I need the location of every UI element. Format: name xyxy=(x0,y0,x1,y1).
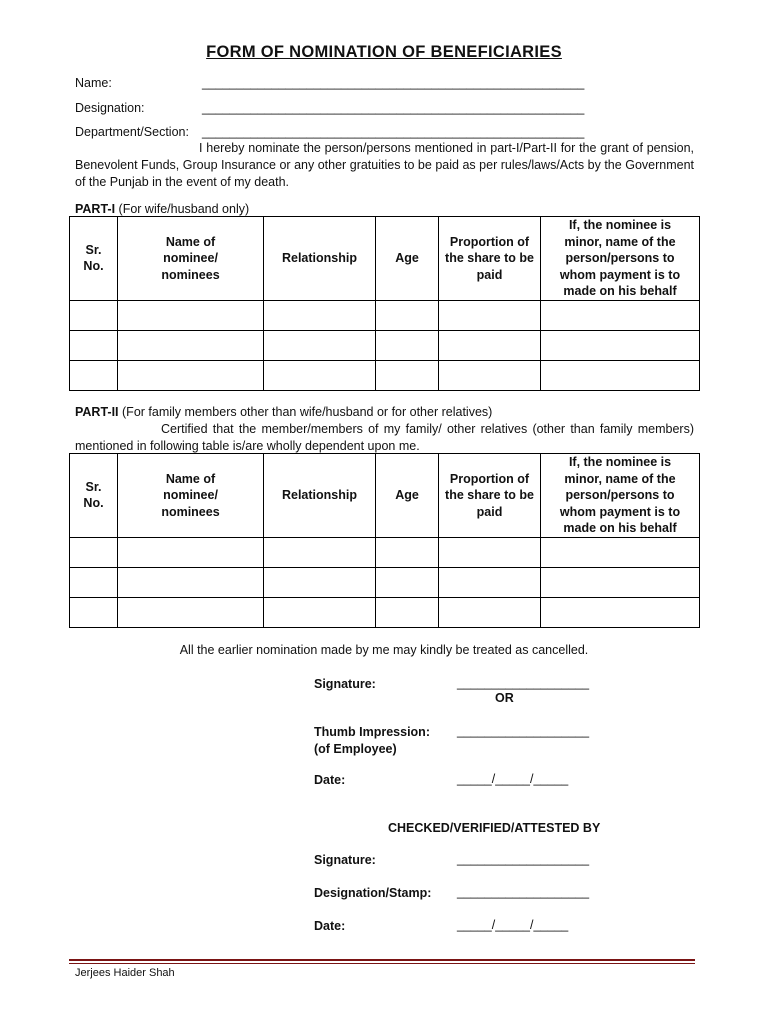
thumb-impression-line: ___________________ xyxy=(457,724,590,738)
department-blank: _______________________________________________________ xyxy=(202,125,585,139)
table-cell[interactable] xyxy=(70,360,118,390)
table-cell[interactable] xyxy=(439,537,541,567)
attest-signature-label: Signature: xyxy=(314,853,376,867)
table-cell[interactable] xyxy=(264,537,376,567)
table-cell[interactable] xyxy=(70,537,118,567)
table-cell[interactable] xyxy=(376,300,439,330)
table-cell[interactable] xyxy=(376,360,439,390)
declaration-text: I hereby nominate the person/persons mentioned in part-I/Part-II for the grant of pension, Benevolent Funds, Group Insurance or any other gratuities to be paid as per rules/laws/Acts by the Government of the Punjab in the event of my death. xyxy=(75,141,694,189)
part2-heading xyxy=(75,405,492,419)
header-proportion: Proportion of the share to be paid xyxy=(439,454,541,538)
table-cell[interactable] xyxy=(118,567,264,597)
header-age: Age xyxy=(376,454,439,538)
header-name: Name of nominee/ nominees xyxy=(118,454,264,538)
thumb-impression-label xyxy=(314,724,430,757)
header-relationship: Relationship xyxy=(264,454,376,538)
part2-label: PART-II xyxy=(75,405,119,419)
table-cell[interactable] xyxy=(439,330,541,360)
part2-note: (For family members other than wife/husband or for other relatives) xyxy=(122,405,493,419)
employee-date-label: Date: xyxy=(314,773,346,787)
table-cell[interactable] xyxy=(439,360,541,390)
table-cell[interactable] xyxy=(541,537,700,567)
department-field xyxy=(75,125,585,139)
employee-date-line: _____/_____/_____ xyxy=(457,772,569,786)
or-separator: OR xyxy=(495,691,514,705)
table-cell[interactable] xyxy=(541,330,700,360)
name-blank: _______________________________________________________ xyxy=(202,76,585,90)
table-cell[interactable] xyxy=(264,360,376,390)
name-field xyxy=(75,76,585,90)
header-sr-no: Sr. No. xyxy=(70,217,118,301)
table-cell[interactable] xyxy=(541,597,700,627)
table-cell[interactable] xyxy=(118,537,264,567)
attest-designation-line: ___________________ xyxy=(457,885,590,899)
header-proportion: Proportion of the share to be paid xyxy=(439,217,541,301)
attestation-heading: CHECKED/VERIFIED/ATTESTED BY xyxy=(388,821,601,835)
attest-date-line: _____/_____/_____ xyxy=(457,918,569,932)
department-label: Department/Section: xyxy=(75,125,189,139)
table-cell[interactable] xyxy=(376,567,439,597)
thumb-impression-sub: (of Employee) xyxy=(314,741,397,756)
table-row xyxy=(70,330,700,360)
name-label: Name: xyxy=(75,76,112,90)
header-age: Age xyxy=(376,217,439,301)
thumb-impression-title: Thumb Impression: xyxy=(314,725,430,739)
certification-paragraph xyxy=(75,421,694,455)
table-cell[interactable] xyxy=(541,300,700,330)
table-cell[interactable] xyxy=(118,360,264,390)
table-cell[interactable] xyxy=(264,567,376,597)
cancellation-note: All the earlier nomination made by me may kindly be treated as cancelled. xyxy=(179,643,589,657)
declaration-paragraph xyxy=(75,140,694,191)
part1-header-row xyxy=(70,217,700,301)
table-cell[interactable] xyxy=(376,597,439,627)
header-minor: If, the nominee is minor, name of the person/persons to whom payment is to made on his behalf xyxy=(541,217,700,301)
table-row xyxy=(70,300,700,330)
part1-note: (For wife/husband only) xyxy=(118,202,250,216)
table-cell[interactable] xyxy=(70,300,118,330)
employee-signature-line: ___________________ xyxy=(457,676,590,690)
table-cell[interactable] xyxy=(439,597,541,627)
employee-signature-label: Signature: xyxy=(314,677,376,691)
header-name: Name of nominee/ nominees xyxy=(118,217,264,301)
table-row xyxy=(70,567,700,597)
table-cell[interactable] xyxy=(70,330,118,360)
table-cell[interactable] xyxy=(264,597,376,627)
table-cell[interactable] xyxy=(439,567,541,597)
attest-date-label: Date: xyxy=(314,919,346,933)
table-cell[interactable] xyxy=(376,330,439,360)
table-row xyxy=(70,597,700,627)
footer-rule-thin xyxy=(69,963,695,964)
table-cell[interactable] xyxy=(118,300,264,330)
header-relationship: Relationship xyxy=(264,217,376,301)
part2-table xyxy=(69,453,700,628)
table-cell[interactable] xyxy=(118,330,264,360)
table-cell[interactable] xyxy=(264,330,376,360)
designation-blank: _______________________________________________________ xyxy=(202,101,585,115)
table-cell[interactable] xyxy=(70,597,118,627)
designation-label: Designation: xyxy=(75,101,145,115)
table-cell[interactable] xyxy=(541,360,700,390)
table-cell[interactable] xyxy=(70,567,118,597)
table-cell[interactable] xyxy=(439,300,541,330)
table-cell[interactable] xyxy=(541,567,700,597)
designation-field xyxy=(75,101,585,115)
footer-author: Jerjees Haider Shah xyxy=(75,967,175,979)
certification-text: Certified that the member/members of my family/ other relatives (other than family members) mentioned in following table is/are wholly dependent upon me. xyxy=(75,422,694,453)
part1-heading xyxy=(75,202,249,216)
part2-header-row xyxy=(70,454,700,538)
table-cell[interactable] xyxy=(264,300,376,330)
part1-label: PART-I xyxy=(75,202,116,216)
attest-designation-label: Designation/Stamp: xyxy=(314,886,432,900)
table-cell[interactable] xyxy=(118,597,264,627)
table-row xyxy=(70,537,700,567)
table-cell[interactable] xyxy=(376,537,439,567)
header-sr-no: Sr. No. xyxy=(70,454,118,538)
header-minor: If, the nominee is minor, name of the person/persons to whom payment is to made on his behalf xyxy=(541,454,700,538)
attest-signature-line: ___________________ xyxy=(457,852,590,866)
form-title: FORM OF NOMINATION OF BENEFICIARIES xyxy=(206,43,562,61)
table-row xyxy=(70,360,700,390)
footer-rule-thick xyxy=(69,959,695,961)
part1-table xyxy=(69,216,700,391)
